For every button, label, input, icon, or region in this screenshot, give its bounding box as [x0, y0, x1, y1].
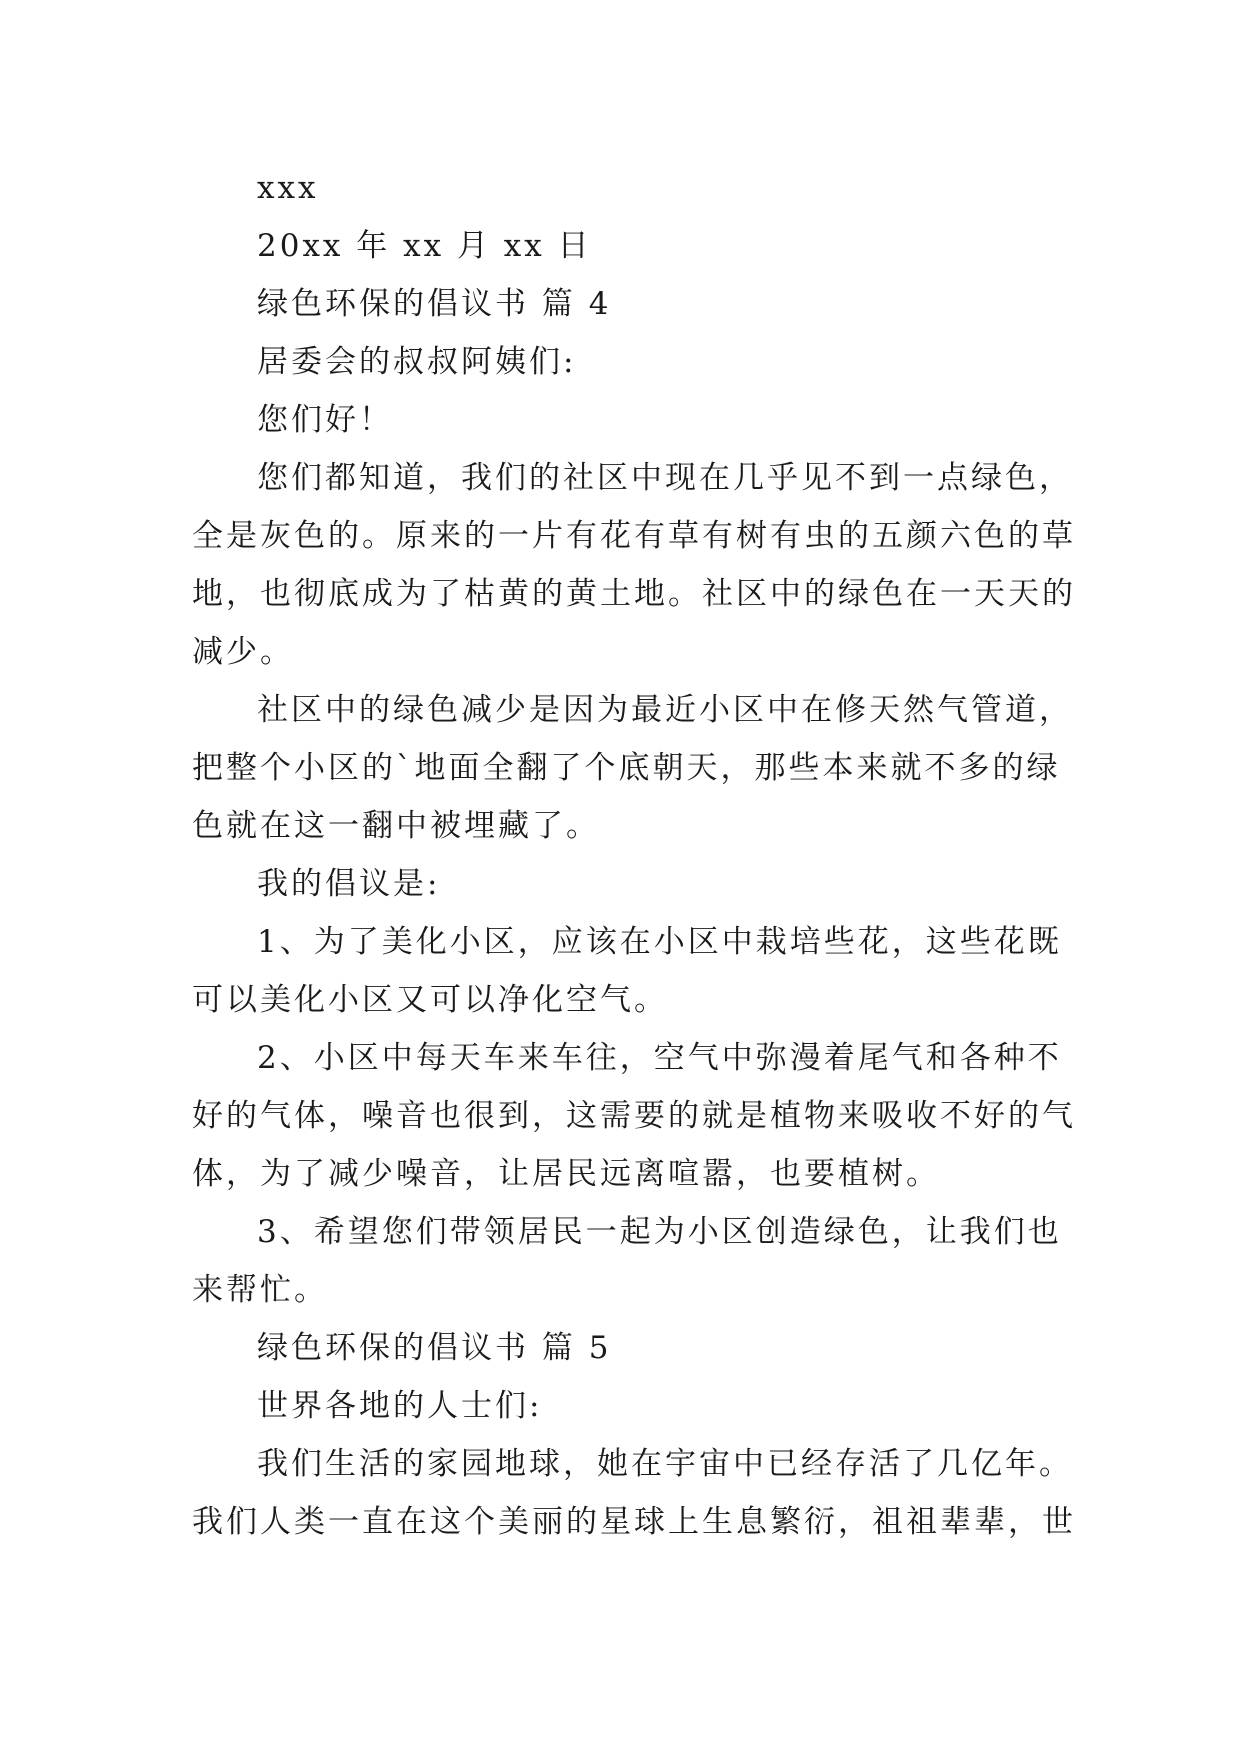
- paragraph-line: 地，也彻底成为了枯黄的黄土地。社区中的绿色在一天天的: [192, 576, 1076, 612]
- proposal-item-2-cont: 体，为了减少噪音，让居民远离喧嚣，也要植树。: [192, 1156, 940, 1192]
- paragraph-line: 把整个小区的`地面全翻了个底朝天，那些本来就不多的绿: [192, 750, 1061, 786]
- salutation: 世界各地的人士们:: [257, 1388, 543, 1424]
- proposal-item-2-cont: 好的气体，噪音也很到，这需要的就是植物来吸收不好的气: [192, 1098, 1076, 1134]
- proposal-item-1-cont: 可以美化小区又可以净化空气。: [192, 982, 668, 1018]
- paragraph-line: 我们生活的家园地球，她在宇宙中已经存活了几亿年。: [257, 1446, 1073, 1482]
- greeting: 您们好！: [257, 402, 393, 438]
- proposal-item-3: 3、希望您们带领居民一起为小区创造绿色，让我们也: [257, 1214, 1062, 1250]
- paragraph-line: 社区中的绿色减少是因为最近小区中在修天然气管道，: [257, 692, 1073, 728]
- paragraph-line: 您们都知道，我们的社区中现在几乎见不到一点绿色，: [257, 460, 1073, 496]
- proposal-item-3-cont: 来帮忙。: [192, 1272, 328, 1308]
- proposal-heading: 我的倡议是:: [257, 866, 441, 902]
- section-title-5: 绿色环保的倡议书 篇 5: [257, 1330, 612, 1366]
- paragraph-line: 色就在这一翻中被埋藏了。: [192, 808, 600, 844]
- paragraph-line: 减少。: [192, 634, 294, 670]
- section-title-4: 绿色环保的倡议书 篇 4: [257, 286, 612, 322]
- signature-name: xxx: [257, 170, 319, 206]
- signature-date: 20xx 年 xx 月 xx 日: [257, 228, 592, 264]
- proposal-item-2: 2、小区中每天车来车往，空气中弥漫着尾气和各种不: [257, 1040, 1062, 1076]
- salutation: 居委会的叔叔阿姨们:: [257, 344, 577, 380]
- paragraph-line: 全是灰色的。原来的一片有花有草有树有虫的五颜六色的草: [192, 518, 1076, 554]
- proposal-item-1: 1、为了美化小区，应该在小区中栽培些花，这些花既: [257, 924, 1062, 960]
- paragraph-line: 我们人类一直在这个美丽的星球上生息繁衍，祖祖辈辈，世: [192, 1504, 1076, 1540]
